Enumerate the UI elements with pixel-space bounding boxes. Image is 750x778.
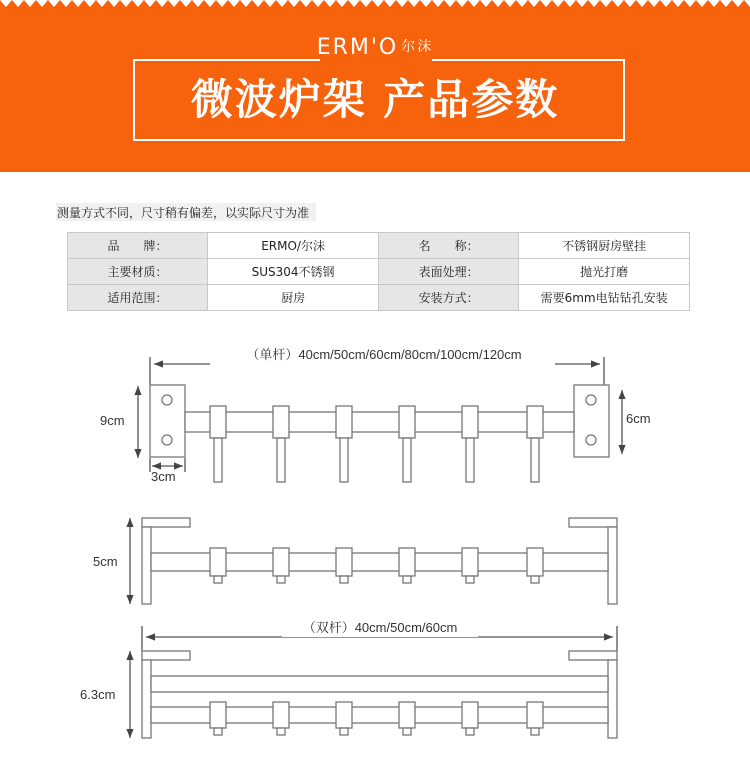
double-length-label: （双杆）40cm/50cm/60cm xyxy=(302,620,458,635)
side-depth-label: 5cm xyxy=(93,554,118,569)
brand-latin: ERM'O xyxy=(316,35,399,60)
spec-key: 安装方式： xyxy=(379,285,519,311)
spec-key: 名 称： xyxy=(379,233,519,259)
single-bar-top-view xyxy=(130,518,617,604)
double-height-label: 6.3cm xyxy=(80,687,116,702)
hole-spacing-label: 6cm xyxy=(626,411,651,426)
double-bar-top-view xyxy=(130,626,617,738)
spec-key: 表面处理： xyxy=(379,259,519,285)
spec-value: 不锈钢厨房壁挂 xyxy=(519,233,690,259)
bracket-width-label: 3cm xyxy=(151,469,176,484)
spec-value: SUS304不锈钢 xyxy=(208,259,379,285)
page-title: 微波炉架 产品参数 xyxy=(190,75,560,124)
spec-key: 主要材质： xyxy=(68,259,208,285)
single-bar-front-view xyxy=(138,357,622,482)
spec-key: 适用范围： xyxy=(68,285,208,311)
single-length-label: （单杆）40cm/50cm/60cm/80cm/100cm/120cm xyxy=(246,347,522,362)
spec-value: ERMO/尔沫 xyxy=(208,233,379,259)
single-height-label: 9cm xyxy=(100,413,125,428)
brand-cn: 尔沫 xyxy=(401,39,434,55)
measurement-note: 测量方式不同，尺寸稍有偏差，以实际尺寸为准 xyxy=(57,206,310,220)
spec-value: 厨房 xyxy=(208,285,379,311)
spec-value: 需要6mm电钻钻孔安装 xyxy=(519,285,690,311)
spec-key: 品 牌： xyxy=(68,233,208,259)
spec-value: 抛光打磨 xyxy=(519,259,690,285)
